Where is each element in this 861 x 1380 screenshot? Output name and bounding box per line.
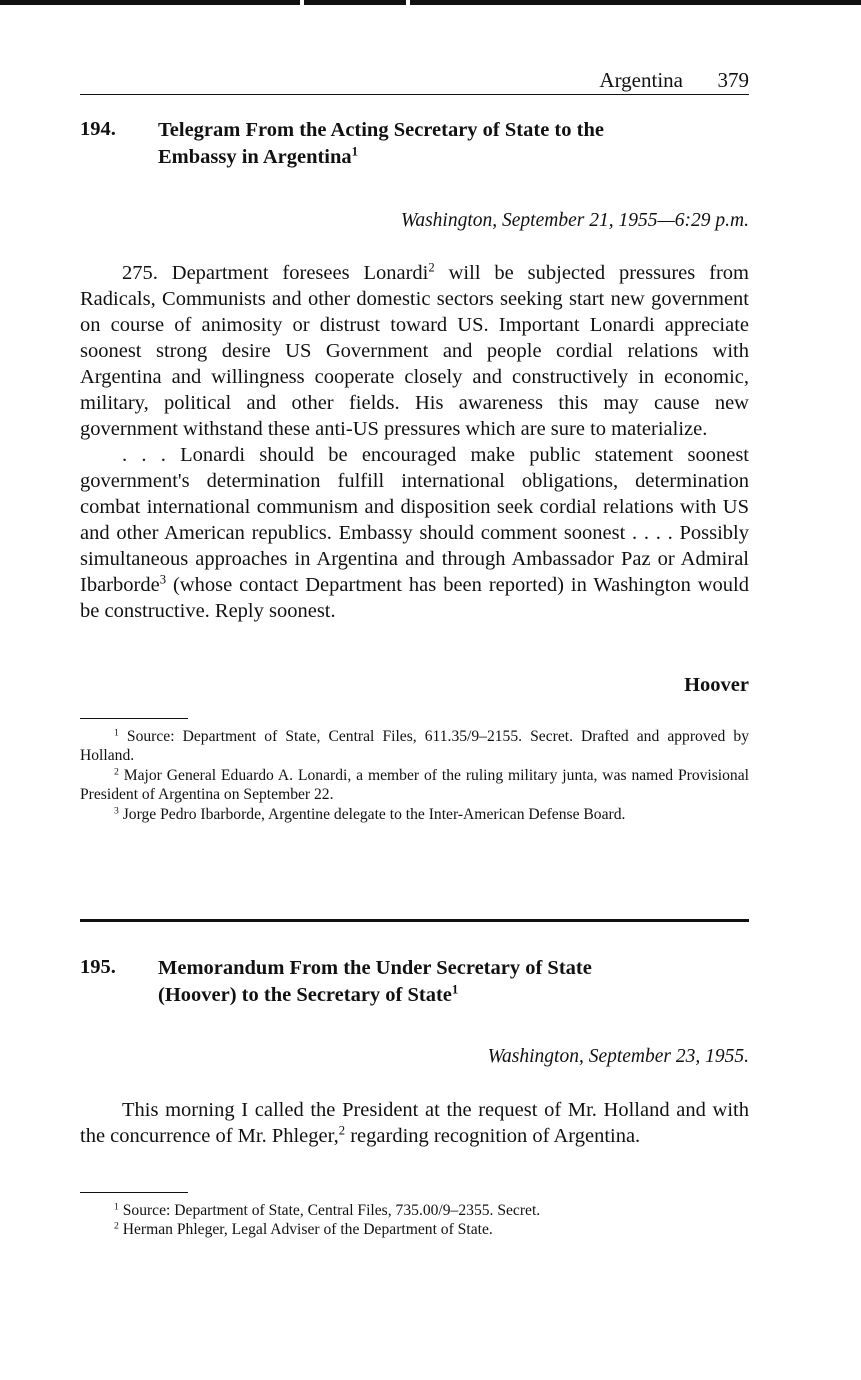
page-number: 379 xyxy=(717,68,749,92)
doc-195-footnote-rule xyxy=(80,1192,188,1193)
doc-195-title xyxy=(158,955,718,1009)
running-head-country: Argentina xyxy=(599,68,683,92)
doc-194-title xyxy=(158,117,718,171)
doc-195-footnote-ref-2: 2 xyxy=(338,1123,346,1138)
section-divider xyxy=(80,919,749,922)
doc-195-body xyxy=(80,1097,749,1149)
footnote: $^3$ Jorge Pedro Ibarborde, Argentine delegate to the Inter-American Defense Board. xyxy=(114,805,626,823)
doc-194-title-line2: Embassy in Argentina xyxy=(158,146,352,168)
doc-194-signature: Hoover xyxy=(684,674,749,696)
doc-194-paragraph-2: . . . Lonardi should be encouraged make public statement soonest government's determination fulfill international obligations, determination combat international communism and disposition seek cordial relations with US and other American republics. Embassy should comment soonest . . . . Possibly simultaneous approaches in Argentina and through Ambassador Paz or Admiral Ibarborde$^3$ (whose contact Department has been reported) in Washington would be constructive. Reply soonest. xyxy=(80,444,749,622)
top-edge-bar xyxy=(0,0,861,5)
doc-194-dateline: Washington, September 21, 1955—6:29 p.m. xyxy=(400,210,749,231)
doc-195-title-line2: (Hoover) to the Secretary of State xyxy=(158,984,452,1006)
doc-194-footnote-ref-2: 2 xyxy=(428,260,435,275)
running-head xyxy=(80,68,749,95)
doc-194-number: 194. xyxy=(80,118,116,140)
doc-194-title-line1: Telegram From the Acting Secretary of State to the xyxy=(158,119,604,141)
doc-194-body xyxy=(80,260,749,624)
doc-194-paragraph-1: 275. Department foresees Lonardi$^2$ will be subjected pressures from Radicals, Communists and other domestic sectors seeking start new government on course of animosity or distrust toward US. Important Lonardi appreciate soonest strong desire US Government and people cordial relations with Argentina and willingness cooperate closely and constructively in economic, military, political and other fields. His awareness this may cause new government withstand these anti-US pressures which are sure to materialize. xyxy=(80,260,749,440)
doc-195-paragraph-1: This morning I called the President at the request of Mr. Holland and with the concurrence of Mr. Phleger,$^2$ regarding recognition of Argentina. xyxy=(80,1099,749,1147)
doc-194-footnote-ref-3: 3 xyxy=(159,572,167,587)
doc-195-title-line1: Memorandum From the Under Secretary of State xyxy=(158,957,592,979)
doc-195-number: 195. xyxy=(80,956,116,978)
doc-194-footnote-rule xyxy=(80,718,188,719)
doc-195-dateline: Washington, September 23, 1955. xyxy=(487,1046,749,1067)
footnote: $^2$ Herman Phleger, Legal Adviser of the Department of State. xyxy=(114,1220,493,1239)
doc-194-title-footnote-ref: 1 xyxy=(351,144,359,159)
doc-195-footnotes xyxy=(80,1201,749,1240)
doc-194-footnotes xyxy=(80,727,749,824)
footnote: $^2$ Major General Eduardo A. Lonardi, a member of the ruling military junta, was named Provisional President of Argentina on September 22. xyxy=(80,766,749,804)
doc-195-title-footnote-ref: 1 xyxy=(451,982,459,997)
footnote: $^1$ Source: Department of State, Central Files, 735.00/9–2355. Secret. xyxy=(114,1201,541,1219)
footnote: $^1$ Source: Department of State, Central Files, 611.35/9–2155. Secret. Drafted and approved by Holland. xyxy=(80,727,749,765)
